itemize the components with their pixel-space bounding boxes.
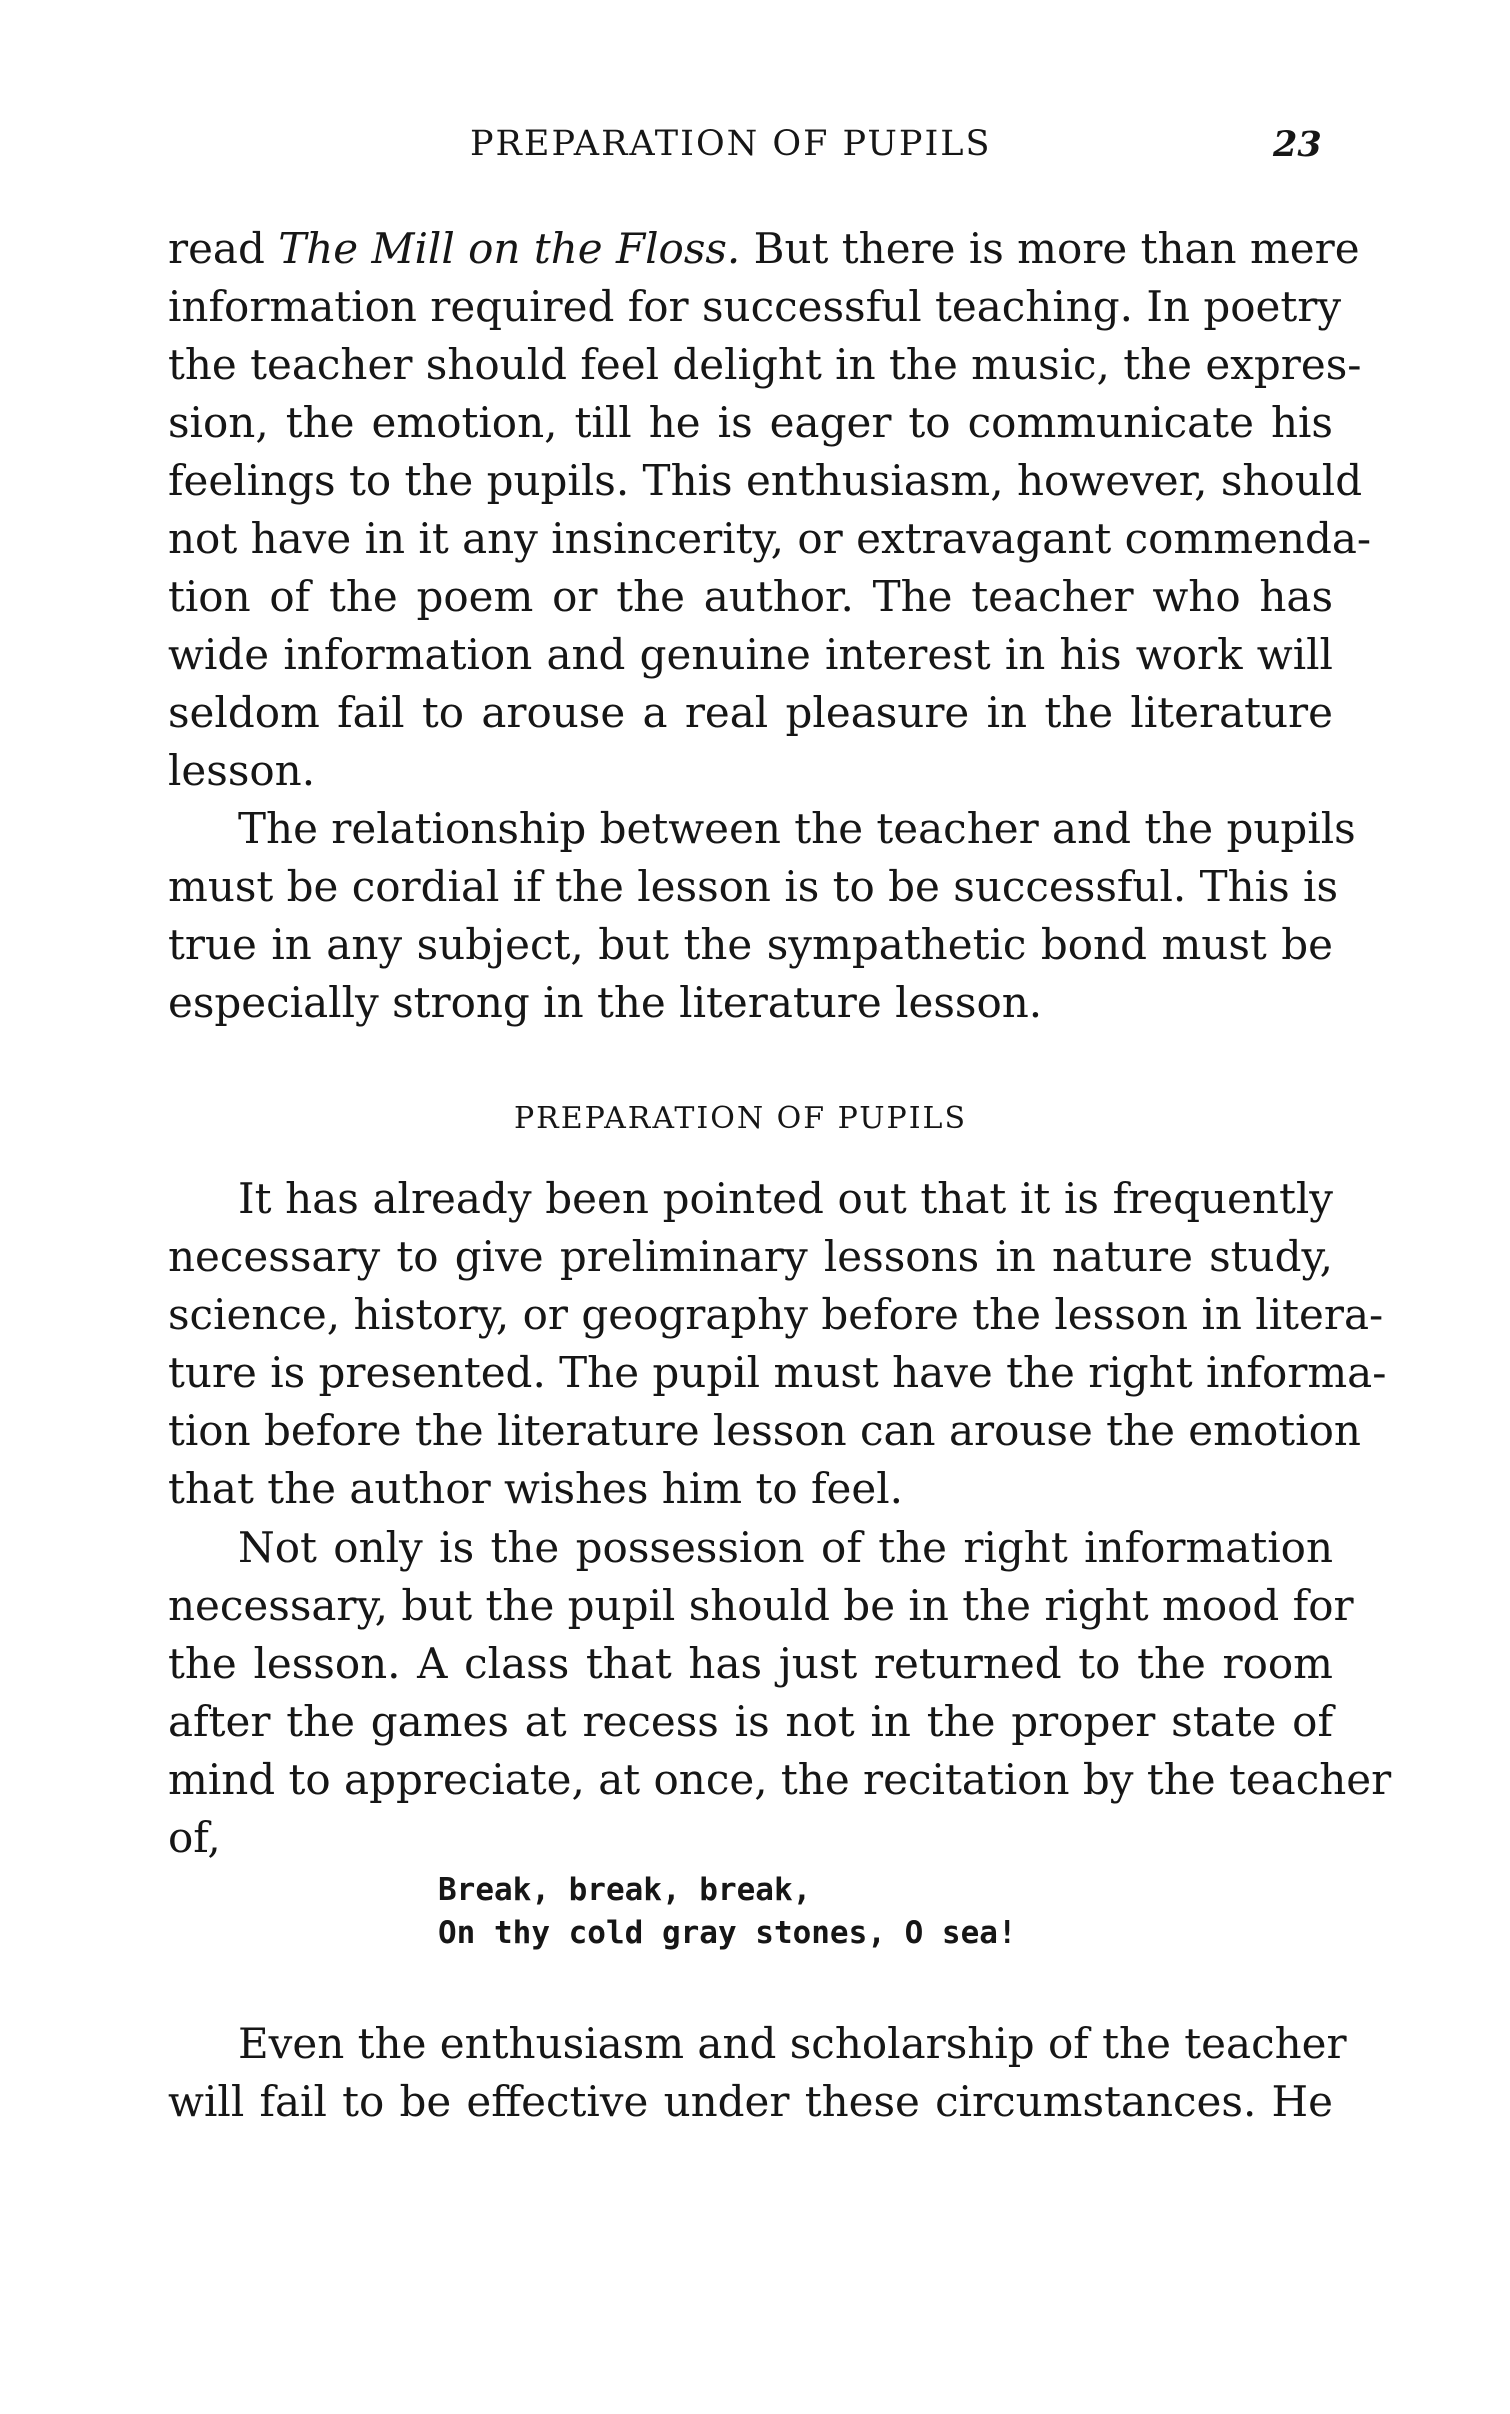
text-line: ture is presented. The pupil must have the right informa- [168,1348,1387,1397]
text-line: the lesson. A class that has just returned to the room [168,1639,1333,1688]
text-line: necessary, but the pupil should be in the right mood for [168,1581,1354,1630]
text-line: necessary to give preliminary lessons in nature study, [168,1232,1333,1281]
book-title: The Mill on the Floss. [278,224,741,273]
text-line: sion, the emotion, till he is eager to communicate his [168,398,1333,447]
text-line: the teacher should feel delight in the music, the expres- [168,340,1362,389]
text-line: feelings to the pupils. This enthusiasm, however, should [168,456,1363,505]
text-line: Even the enthusiasm and scholarship of the teacher [238,2019,1347,2068]
text-line: will fail to be effective under these circumstances. He [168,2077,1333,2126]
running-head: PREPARATION OF PUPILS [470,124,992,164]
verse-line: On thy cold gray stones, O sea! [438,1915,1017,1951]
text-line: Not only is the possession of the right information [238,1523,1333,1572]
text-line: mind to appreciate, at once, the recitation by the teacher [168,1755,1392,1804]
text-run: read [168,224,279,273]
text-line: not have in it any insincerity, or extravagant commenda- [168,514,1372,563]
page-number: 23 [1273,124,1322,165]
text-line: true in any subject, but the sympathetic bond must be [168,920,1333,969]
text-line: after the games at recess is not in the proper state of [168,1697,1333,1746]
text-line: tion before the literature lesson can arouse the emotion [168,1406,1361,1455]
text-line: The relationship between the teacher and the pupils [238,804,1356,853]
text-line: tion of the poem or the author. The teacher who has [168,572,1333,621]
text-line [168,220,1360,278]
text-line: wide information and genuine interest in his work will [168,630,1333,679]
text-line: information required for successful teaching. In poetry [168,282,1342,331]
text-line: must be cordial if the lesson is to be successful. This is [168,862,1338,911]
text-line: of, [168,1813,221,1862]
text-line: science, history, or geography before the lesson in litera- [168,1290,1384,1339]
text-line: lesson. [168,746,316,795]
text-line: especially strong in the literature lesson. [168,978,1043,1027]
section-heading: PREPARATION OF PUPILS [514,1101,968,1136]
verse-line: Break, break, break, [438,1872,812,1908]
text-run: But there is more than mere [740,224,1360,273]
text-line: seldom fail to arouse a real pleasure in the literature [168,688,1333,737]
text-line: It has already been pointed out that it is frequently [238,1174,1333,1223]
text-line: that the author wishes him to feel. [168,1464,904,1513]
